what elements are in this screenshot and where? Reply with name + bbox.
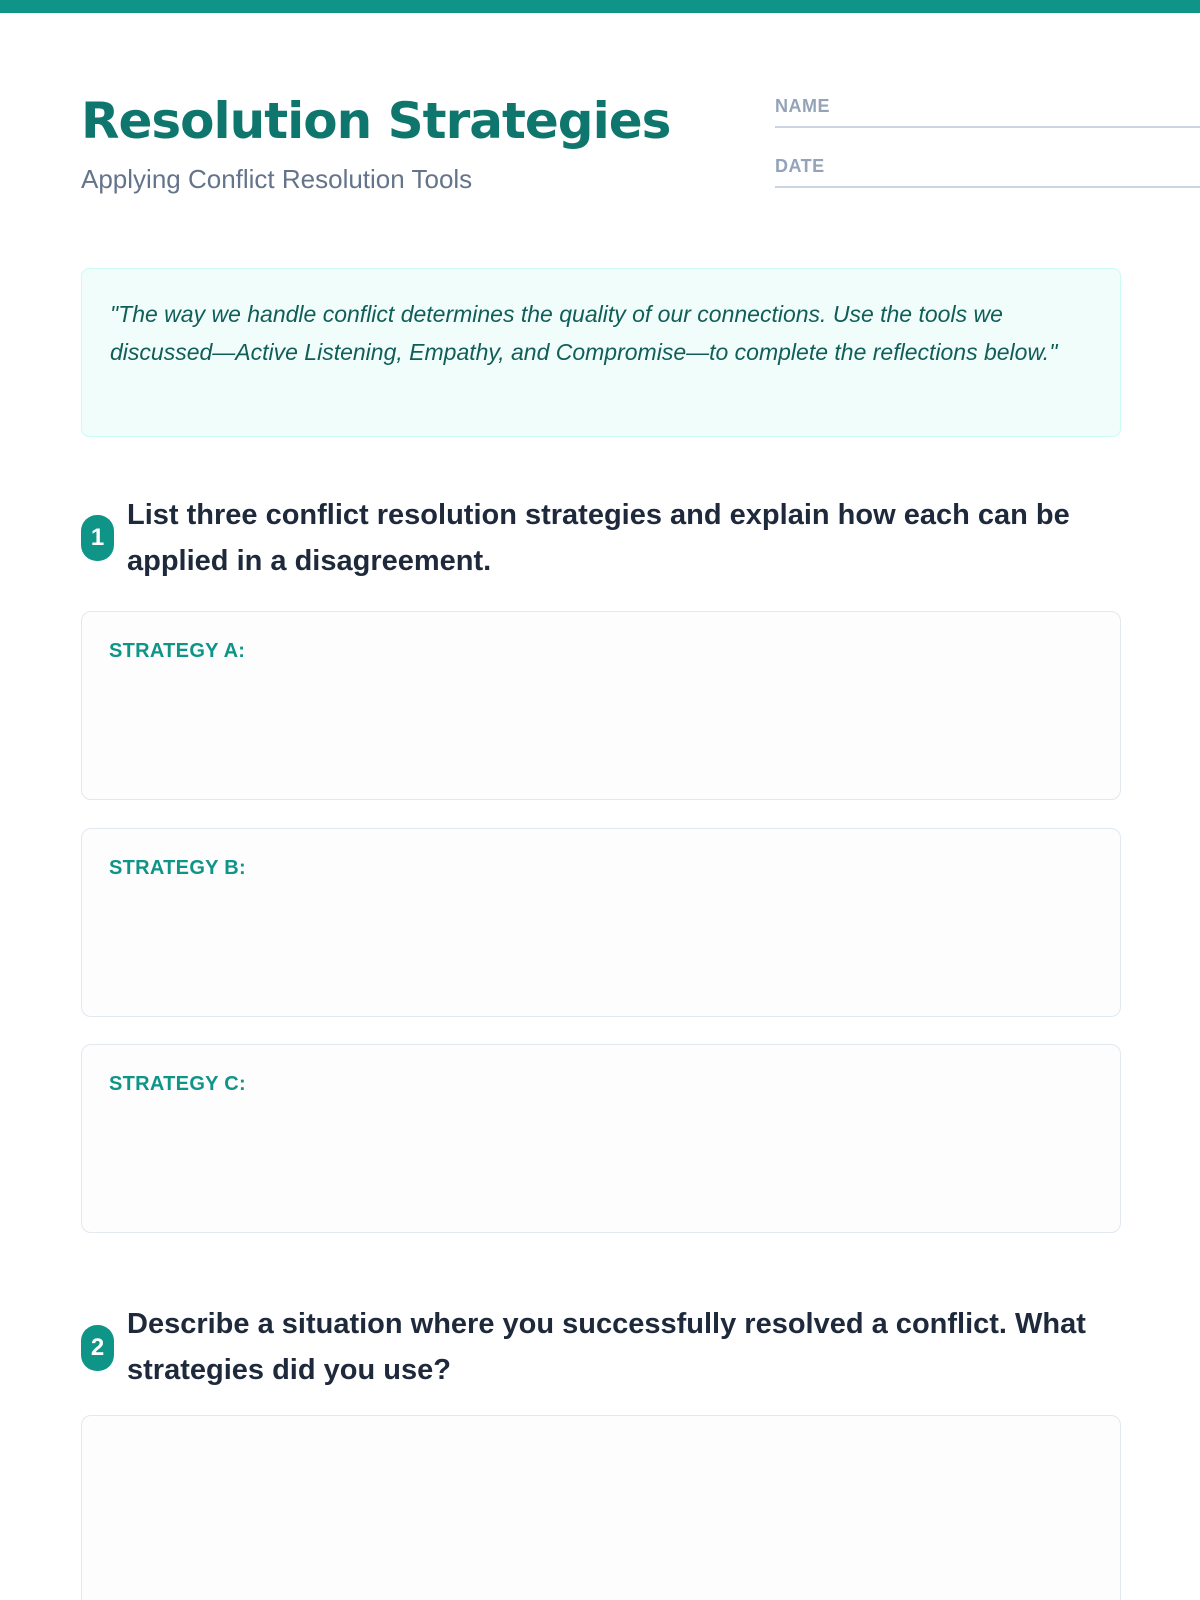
situation-answer-box[interactable] (81, 1415, 1121, 1600)
intro-quote-box (81, 268, 1121, 437)
intro-quote-text: "The way we handle conflict determines the quality of our connections. Use the tools we discussed—Active Listening, Empathy, and Compromise—to complete the reflections below." (110, 301, 1058, 365)
date-label: DATE (775, 156, 825, 176)
question-text: Describe a situation where you successfully resolved a conflict. What strategies did you use? (127, 1308, 1086, 1386)
strategy-c-label: STRATEGY C: (109, 1073, 247, 1095)
top-accent-bar (0, 0, 1200, 13)
strategy-b-label: STRATEGY B: (109, 857, 247, 879)
name-label: NAME (775, 96, 830, 116)
strategy-c-answer-box[interactable] (81, 1044, 1121, 1233)
strategy-a-answer-box[interactable] (81, 611, 1121, 800)
question-text: List three conflict resolution strategies and explain how each can be applied in a disagreement. (127, 499, 1070, 577)
student-info-fields (775, 92, 1200, 212)
worksheet-header (81, 92, 1121, 212)
question-2 (81, 1301, 1121, 1393)
strategy-a-label: STRATEGY A: (109, 640, 246, 662)
name-field[interactable] (775, 92, 1200, 128)
date-field[interactable] (775, 152, 1200, 188)
page-title: Resolution Strategies (81, 92, 671, 150)
page-subtitle: Applying Conflict Resolution Tools (81, 164, 473, 194)
question-1 (81, 492, 1121, 584)
question-number-badge: 2 (81, 1325, 114, 1371)
question-number-badge: 1 (81, 515, 114, 561)
strategy-b-answer-box[interactable] (81, 828, 1121, 1017)
